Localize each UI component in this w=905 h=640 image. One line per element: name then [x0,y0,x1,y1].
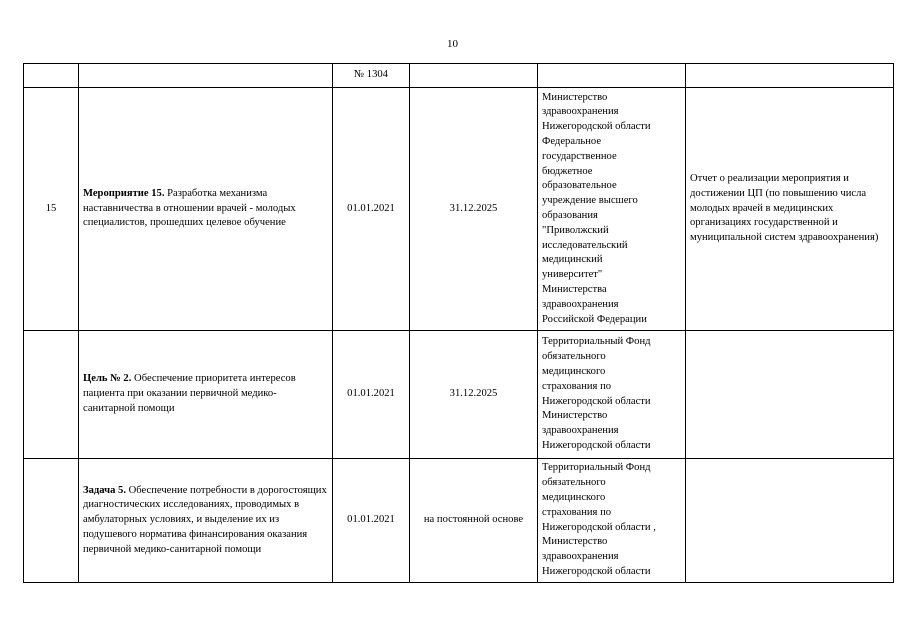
cell-executors: Территориальный Фонд обязательного медицинского страхования по Нижегородской области Министерство здравоохранения Нижегородской области [538,331,686,459]
cell-end: 31.12.2025 [410,88,538,331]
cell-num [24,331,79,459]
goal-text: Обеспечение приоритета интересов пациента при оказании первичной медико-санитарной помощи [83,373,296,414]
cell-title [79,331,333,459]
cell-executors [538,64,686,88]
cell-end: на постоянной основе [410,459,538,583]
cell-result [686,64,894,88]
task-label: Задача 5. [83,484,126,496]
cell-start: № 1304 [333,64,410,88]
cell-title [79,88,333,331]
cell-num: 15 [24,88,79,331]
cell-executors: Территориальный Фонд обязательного медицинского страхования по Нижегородской области , Министерство здравоохранения Нижегородской области [538,459,686,583]
cell-title [79,459,333,583]
table-row [24,331,894,459]
page-number: 10 [447,38,458,50]
cell-result [686,459,894,583]
table-row [24,88,894,331]
cell-num [24,64,79,88]
goal-label: Цель № 2. [83,373,132,385]
cell-result [686,331,894,459]
table-row [24,459,894,583]
cell-result: Отчет о реализации мероприятия и достижении ЦП (по повышению числа молодых врачей в медицинских организациях государственной и муниципальной систем здравоохранения) [686,88,894,331]
measure-text: Разработка механизма наставничества в отношении врачей - молодых специалистов, прошедших целевое обучение [83,187,296,229]
table-row [24,64,894,88]
cell-num [24,459,79,583]
measure-label: Мероприятие 15. [83,187,165,199]
cell-start: 01.01.2021 [333,331,410,459]
task-text: Обеспечение потребности в дорогостоящих диагностических исследованиях, проводимых в амбулаторных условиях, и выделение их из подушевого норматива финансирования оказания первичной медико-санитарной помощи [83,484,327,555]
cell-title [79,64,333,88]
cell-end: 31.12.2025 [410,331,538,459]
cell-executors: Министерство здравоохранения Нижегородской области Федеральное государственное бюджетное образовательное учреждение высшего образования "Приволжский исследовательский медицинский университет" Министерства здравоохранения Российской Федерации [538,88,686,331]
cell-end [410,64,538,88]
measures-table [23,63,894,583]
cell-start: 01.01.2021 [333,459,410,583]
cell-start: 01.01.2021 [333,88,410,331]
